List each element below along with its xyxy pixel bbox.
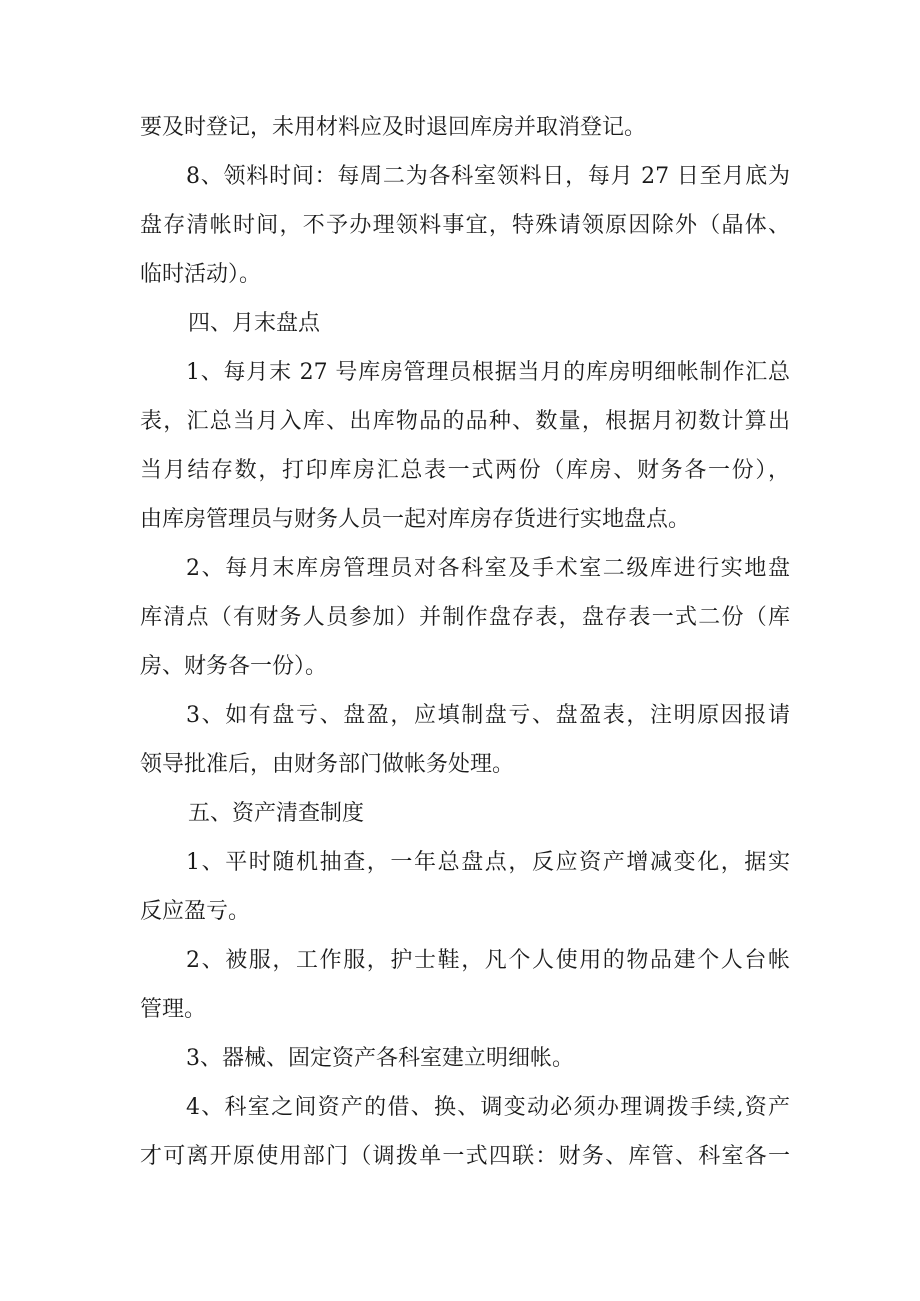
text-line-item-8: 8、领料时间：每周二为各科室领料日，每月 27 日至月底为: [186, 164, 790, 189]
section-heading-asset-check-system: 五、资产清查制度: [188, 801, 365, 826]
text-line: 临时活动）。: [140, 262, 262, 287]
section-heading-month-end-inventory: 四、月末盘点: [188, 311, 321, 336]
text-line-item-2: 2、被服，工作服，护士鞋，凡个人使用的物品建个人台帐: [186, 948, 790, 973]
text-line-item-4: 4、科室之间资产的借、换、调变动必须办理调拨手续,资产: [186, 1095, 790, 1120]
text-line-continuation-1: 要及时登记，未用材料应及时退回库房并取消登记。: [140, 115, 647, 140]
text-line-item-3: 3、如有盘亏、盘盈，应填制盘亏、盘盈表，注明原因报请: [186, 703, 790, 728]
text-line: 盘存清帐时间，不予办理领料事宜，特殊请领原因除外（晶体、: [140, 213, 790, 238]
text-line: 反应盈亏。: [140, 899, 251, 924]
text-line-item-2: 2、每月末库房管理员对各科室及手术室二级库进行实地盘: [186, 556, 790, 581]
text-line-item-1: 1、平时随机抽查，一年总盘点，反应资产增减变化，据实: [186, 850, 790, 875]
text-line: 库清点（有财务人员参加）并制作盘存表，盘存表一式二份（库: [140, 605, 790, 630]
text-line: 才可离开原使用部门（调拨单一式四联：财务、库管、科室各一: [140, 1144, 790, 1169]
text-line: 由库房管理员与财务人员一起对库房存货进行实地盘点。: [140, 507, 691, 532]
text-line-item-1: 1、每月末 27 号库房管理员根据当月的库房明细帐制作汇总: [186, 360, 790, 385]
text-line: 表，汇总当月入库、出库物品的品种、数量，根据月初数计算出: [140, 409, 790, 434]
text-line: 管理。: [140, 997, 207, 1022]
text-line: 领导批准后，由财务部门做帐务处理。: [140, 752, 515, 777]
text-line: 当月结存数，打印库房汇总表一式两份（库房、财务各一份），: [140, 458, 790, 483]
text-line: 房、财务各一份）。: [140, 654, 328, 679]
text-line-item-3: 3、器械、固定资产各科室建立明细帐。: [186, 1046, 574, 1071]
